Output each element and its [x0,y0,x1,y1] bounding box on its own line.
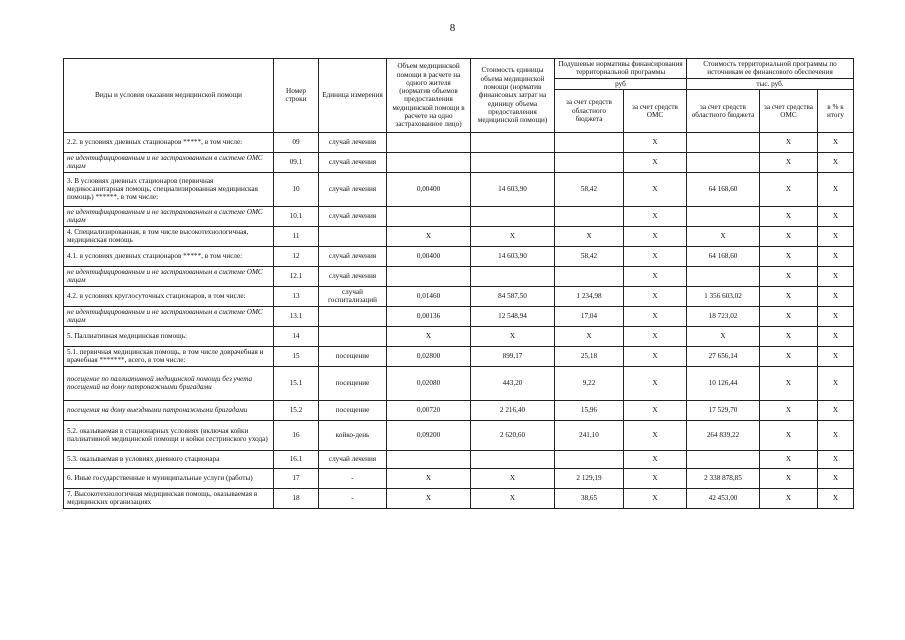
row-unit: случай лечения [319,266,387,286]
header-cost-unit: тыс. руб. [687,78,854,89]
row-volume: 0,00136 [387,306,471,326]
row-unit-cost: X [471,488,555,508]
table-row [64,400,854,420]
row-cost-budget [687,450,760,468]
row-norm-budget: 17,04 [555,306,624,326]
row-norm-budget: 38,65 [555,488,624,508]
row-norm-budget: 58,42 [555,246,624,266]
row-number: 15.2 [274,400,319,420]
table-row [64,226,854,246]
row-volume [387,206,471,226]
row-name: 4. Специализированная, в том числе высокотехнологичная, медицинская помощь [64,226,274,246]
row-number: 12.1 [274,266,319,286]
row-unit-cost: 12 548,94 [471,306,555,326]
row-cost-budget [687,206,760,226]
row-cost-budget: 64 168,60 [687,172,760,206]
row-cost-budget: 64 168,60 [687,246,760,266]
table-row [64,286,854,306]
row-cost-oms: X [760,468,818,488]
table-row [64,468,854,488]
row-unit: посещение [319,400,387,420]
row-number: 14 [274,326,319,346]
row-norm-budget: X [555,226,624,246]
table-row [64,346,854,366]
row-volume: 0,09200 [387,420,471,450]
header-unit-cost: Стоимость единицы объема медицинской помощи (норматив финансовых затрат на единицу объема предоставления медицинской помощи) [471,59,555,133]
row-percent: X [818,468,854,488]
row-volume: X [387,326,471,346]
row-cost-oms: X [760,226,818,246]
row-norm-oms: X [624,206,687,226]
row-unit: случай лечения [319,152,387,172]
header-norms-budget: за счет средств областного бюджета [555,89,624,132]
table-row [64,326,854,346]
row-norm-oms: X [624,132,687,152]
row-percent: X [818,450,854,468]
table-row [64,246,854,266]
row-name: не идентифицированным и не застрахованным в системе ОМС лицам [64,152,274,172]
row-cost-budget: 18 723,02 [687,306,760,326]
row-norm-oms: X [624,326,687,346]
row-number: 09 [274,132,319,152]
row-cost-budget: 2 338 878,85 [687,468,760,488]
row-percent: X [818,306,854,326]
table-row [64,132,854,152]
row-volume: 0,00400 [387,172,471,206]
row-percent: X [818,366,854,400]
row-unit-cost: 2 216,40 [471,400,555,420]
row-cost-oms: X [760,206,818,226]
row-cost-budget: 42 453,00 [687,488,760,508]
row-unit: - [319,488,387,508]
row-volume: 0,00720 [387,400,471,420]
table-row [64,206,854,226]
row-unit-cost: X [471,468,555,488]
row-norm-budget: 9,22 [555,366,624,400]
row-volume: 0,02080 [387,366,471,400]
row-name: 4.1. в условиях дневных стационаров *****, в том числе: [64,246,274,266]
table-row [64,266,854,286]
row-name: 5. Паллиативная медицинская помощь: [64,326,274,346]
row-name: 5.3. оказываемая в условиях дневного стационара [64,450,274,468]
row-percent: X [818,246,854,266]
row-volume: X [387,468,471,488]
row-norm-oms: X [624,172,687,206]
row-norm-oms: X [624,306,687,326]
row-unit [319,306,387,326]
row-norm-oms: X [624,366,687,400]
row-norm-budget [555,132,624,152]
row-unit-cost [471,266,555,286]
row-unit [319,226,387,246]
row-volume: 0,01460 [387,286,471,306]
financing-table [63,58,854,509]
row-number: 10 [274,172,319,206]
row-percent: X [818,206,854,226]
row-unit-cost: X [471,226,555,246]
row-volume: X [387,226,471,246]
row-cost-budget: 264 839,22 [687,420,760,450]
row-unit-cost: 14 603,90 [471,246,555,266]
row-unit-cost: 84 587,50 [471,286,555,306]
row-percent: X [818,346,854,366]
row-cost-oms: X [760,266,818,286]
row-volume [387,450,471,468]
header-unit: Единица измерения [319,59,387,133]
row-cost-oms: X [760,132,818,152]
row-norm-budget: 58,42 [555,172,624,206]
row-volume [387,266,471,286]
header-norms-unit: руб [555,78,687,89]
row-unit-cost: 2 620,60 [471,420,555,450]
header-per-capita-norms: Подушевые нормативы финансирования территориальной программы [555,59,687,79]
row-volume [387,132,471,152]
row-norm-oms: X [624,152,687,172]
row-name: не идентифицированным и не застрахованным в системе ОМС лицам [64,266,274,286]
row-name: 3. В условиях дневных стационаров (первичная медикосанитарная помощь, специализированная медицинская помощь) ******, в том числе: [64,172,274,206]
row-number: 18 [274,488,319,508]
row-unit-cost: X [471,326,555,346]
row-percent: X [818,152,854,172]
row-name: посещения на дому выездными патронажными бригадами [64,400,274,420]
row-norm-oms: X [624,450,687,468]
row-unit-cost [471,132,555,152]
row-percent: X [818,286,854,306]
row-number: 11 [274,226,319,246]
row-unit: случай госпитализаций [319,286,387,306]
row-name: не идентифицированным и не застрахованным в системе ОМС лицам [64,306,274,326]
row-norm-budget: X [555,326,624,346]
row-number: 17 [274,468,319,488]
table-row [64,172,854,206]
table-row [64,306,854,326]
row-unit: - [319,468,387,488]
row-volume: 0,02800 [387,346,471,366]
table-row [64,450,854,468]
page-number: 8 [449,22,456,34]
row-norm-budget: 2 129,19 [555,468,624,488]
row-volume: X [387,488,471,508]
row-cost-budget [687,266,760,286]
header-norms-oms: за счет средств ОМС [624,89,687,132]
row-unit-cost: 443,20 [471,366,555,400]
table-row [64,420,854,450]
row-norm-oms: X [624,488,687,508]
table-row [64,152,854,172]
row-unit: случай лечения [319,132,387,152]
row-volume [387,152,471,172]
row-unit-cost [471,152,555,172]
row-volume: 0,00400 [387,246,471,266]
row-norm-oms: X [624,400,687,420]
row-name: 7. Высокотехнологичная медицинская помощь, оказываемая в медицинских организациях [64,488,274,508]
row-unit: случай лечения [319,450,387,468]
row-number: 15.1 [274,366,319,400]
row-cost-oms: X [760,286,818,306]
row-cost-oms: X [760,488,818,508]
row-cost-oms: X [760,172,818,206]
row-percent: X [818,226,854,246]
row-cost-budget [687,132,760,152]
row-unit: посещение [319,346,387,366]
row-name: 5.2. оказываемая в стационарных условиях (включая койки паллиативной медицинской помощи и койки сестринского ухода) [64,420,274,450]
row-unit-cost [471,450,555,468]
row-name: 6. Иные государственные и муниципальные услуги (работы) [64,468,274,488]
row-percent: X [818,172,854,206]
row-number: 16 [274,420,319,450]
header-cost-oms: за счет средства ОМС [760,89,818,132]
row-unit: случай лечения [319,246,387,266]
row-number: 13.1 [274,306,319,326]
row-cost-oms: X [760,400,818,420]
row-unit-cost [471,206,555,226]
row-norm-oms: X [624,226,687,246]
row-percent: X [818,420,854,450]
row-unit [319,326,387,346]
header-cost-budget: за счет средств областного бюджета [687,89,760,132]
row-cost-oms: X [760,366,818,400]
row-number: 09.1 [274,152,319,172]
header-volume: Объем медицинской помощи в расчете на одного жителя (норматив объемов предоставления медицинской помощи в расчете на одно застрахованное лицо) [387,59,471,133]
row-name: посещение по паллиативной медицинской помощи без учета посещений на дому патронажными бригадами [64,366,274,400]
row-number: 10.1 [274,206,319,226]
row-percent: X [818,400,854,420]
row-norm-oms: X [624,266,687,286]
row-cost-budget: 1 356 603,02 [687,286,760,306]
row-norm-budget [555,266,624,286]
header-kind: Виды и условия оказания медицинской помощи [64,59,274,133]
row-number: 13 [274,286,319,306]
header-program-cost: Стоимость территориальной программы по источникам ее финансового обеспечения [687,59,854,79]
row-cost-budget: X [687,226,760,246]
table-row [64,366,854,400]
row-percent: X [818,266,854,286]
row-name: не идентифицированным и не застрахованным в системе ОМС лицам [64,206,274,226]
row-norm-budget: 25,18 [555,346,624,366]
row-norm-oms: X [624,286,687,306]
row-norm-budget: 15,96 [555,400,624,420]
row-percent: X [818,488,854,508]
row-unit: случай лечения [319,206,387,226]
row-percent: X [818,326,854,346]
row-cost-oms: X [760,326,818,346]
row-cost-oms: X [760,346,818,366]
row-cost-oms: X [760,152,818,172]
row-norm-oms: X [624,468,687,488]
row-unit-cost: 14 603,90 [471,172,555,206]
table-row [64,488,854,508]
header-row-number: Номер строки [274,59,319,133]
row-norm-budget: 241,10 [555,420,624,450]
row-norm-budget [555,152,624,172]
row-norm-budget [555,206,624,226]
row-norm-budget [555,450,624,468]
row-norm-budget: 1 234,98 [555,286,624,306]
row-number: 12 [274,246,319,266]
header-percent-total: в % к итогу [818,89,854,132]
row-cost-oms: X [760,246,818,266]
row-cost-oms: X [760,450,818,468]
row-number: 15 [274,346,319,366]
row-number: 16.1 [274,450,319,468]
row-name: 2.2. в условиях дневных стационаров *****, в том числе: [64,132,274,152]
row-percent: X [818,132,854,152]
row-unit: случай лечения [319,172,387,206]
row-cost-budget [687,152,760,172]
row-unit: койко-день [319,420,387,450]
row-norm-oms: X [624,346,687,366]
row-cost-budget: X [687,326,760,346]
row-name: 4.2. в условиях круглосуточных стационаров, в том числе: [64,286,274,306]
row-unit: посещение [319,366,387,400]
row-norm-oms: X [624,420,687,450]
row-unit-cost: 899,17 [471,346,555,366]
row-cost-budget: 10 126,44 [687,366,760,400]
row-cost-oms: X [760,306,818,326]
row-name: 5.1. первичная медицинская помощь, в том числе доврачебная и врачебная *******, всего, в том числе: [64,346,274,366]
row-cost-oms: X [760,420,818,450]
row-cost-budget: 17 529,70 [687,400,760,420]
row-cost-budget: 27 656,14 [687,346,760,366]
row-norm-oms: X [624,246,687,266]
